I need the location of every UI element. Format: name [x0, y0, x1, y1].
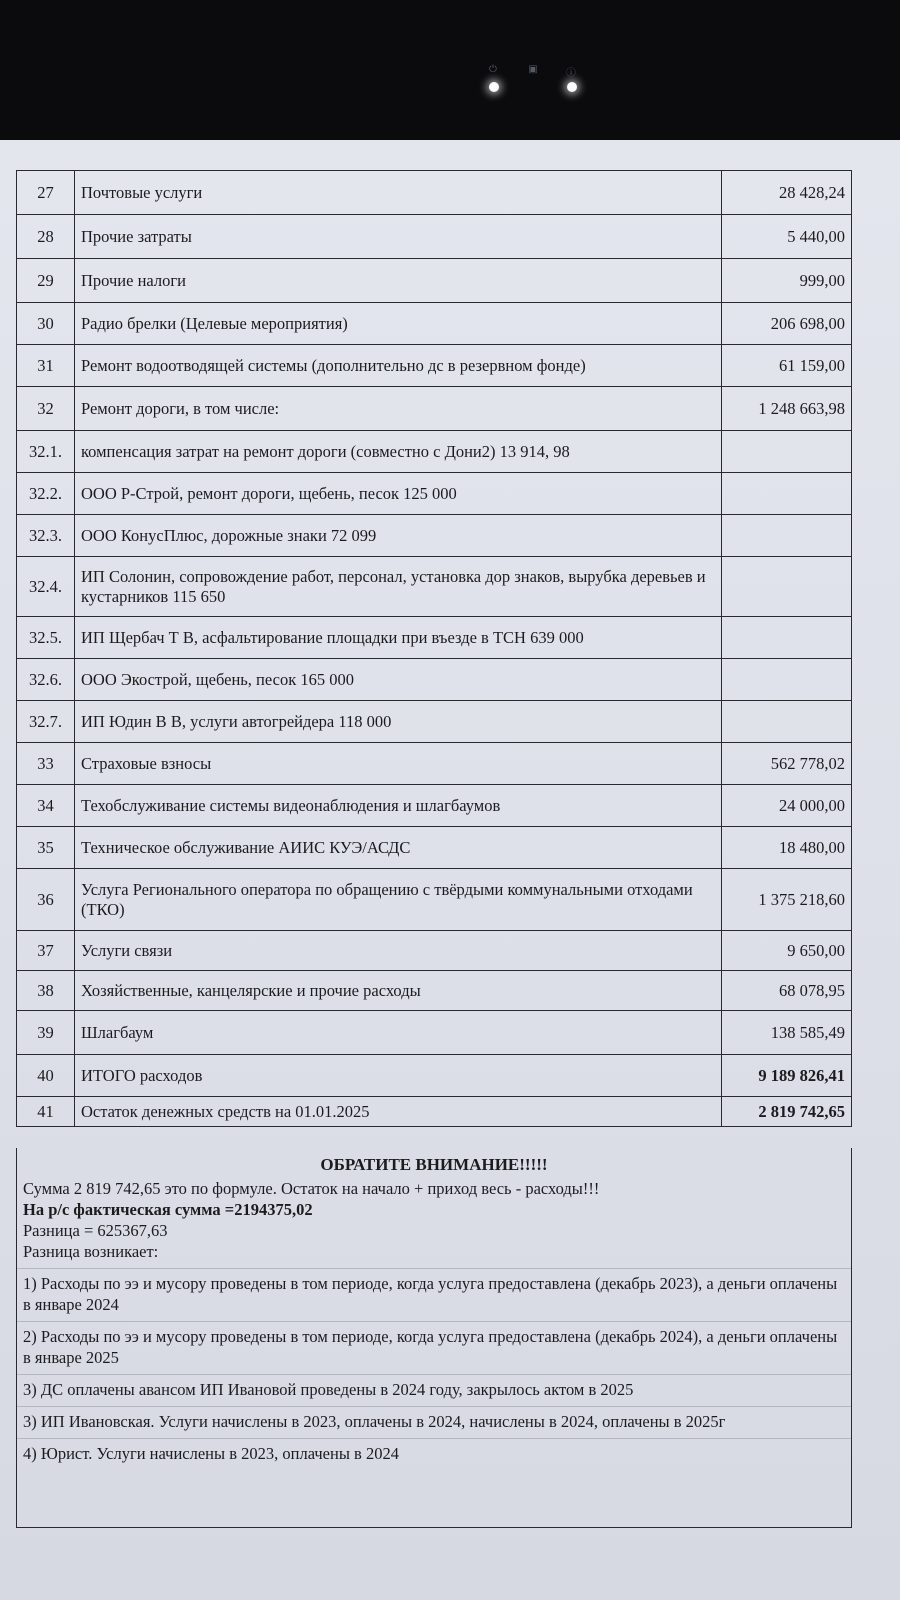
table-row — [17, 931, 852, 971]
row-number: 30 — [17, 303, 75, 345]
row-amount: 9 189 826,41 — [722, 1055, 852, 1097]
table-row — [17, 971, 852, 1011]
row-number: 34 — [17, 785, 75, 827]
power-icon: ⏻ — [489, 64, 497, 75]
table-row — [17, 387, 852, 431]
table-row — [17, 1011, 852, 1055]
row-amount: 18 480,00 — [722, 827, 852, 869]
row-amount: 562 778,02 — [722, 743, 852, 785]
row-description: Страховые взносы — [75, 743, 722, 785]
row-description: ИП Щербач Т В, асфальтирование площадки при въезде в ТСН 639 000 — [75, 617, 722, 659]
row-description: Хозяйственные, канцелярские и прочие расходы — [75, 971, 722, 1011]
row-number: 41 — [17, 1097, 75, 1127]
table-row — [17, 701, 852, 743]
row-amount — [722, 515, 852, 557]
row-amount: 999,00 — [722, 259, 852, 303]
row-description: ООО Р-Строй, ремонт дороги, щебень, песок 125 000 — [75, 473, 722, 515]
status-light-left — [489, 82, 499, 92]
row-amount: 138 585,49 — [722, 1011, 852, 1055]
row-amount: 1 375 218,60 — [722, 869, 852, 931]
row-description: Прочие налоги — [75, 259, 722, 303]
info-icon: ⓘ — [566, 68, 576, 79]
table-row — [17, 303, 852, 345]
row-amount: 68 078,95 — [722, 971, 852, 1011]
table-row — [17, 1055, 852, 1097]
lock-icon: ▣ — [528, 64, 538, 75]
row-number: 33 — [17, 743, 75, 785]
row-description: ООО КонусПлюс, дорожные знаки 72 099 — [75, 515, 722, 557]
row-number: 32.6. — [17, 659, 75, 701]
table-row — [17, 345, 852, 387]
table-row — [17, 259, 852, 303]
row-amount: 61 159,00 — [722, 345, 852, 387]
row-number: 32.4. — [17, 557, 75, 617]
row-description: ИП Юдин В В, услуги автогрейдера 118 000 — [75, 701, 722, 743]
row-amount — [722, 701, 852, 743]
row-number: 38 — [17, 971, 75, 1011]
row-description: ООО Экострой, щебень, песок 165 000 — [75, 659, 722, 701]
notice-line-formula: Сумма 2 819 742,65 это по формуле. Остаток на начало + приход весь - расходы!!! — [23, 1179, 600, 1198]
row-amount: 206 698,00 — [722, 303, 852, 345]
expense-table — [16, 170, 852, 1127]
row-amount — [722, 659, 852, 701]
row-amount — [722, 431, 852, 473]
row-number: 32.7. — [17, 701, 75, 743]
table-row — [17, 171, 852, 215]
row-amount — [722, 557, 852, 617]
table-row — [17, 431, 852, 473]
row-description: Радио брелки (Целевые мероприятия) — [75, 303, 722, 345]
row-description: Техническое обслуживание АИИС КУЭ/АСДС — [75, 827, 722, 869]
row-number: 35 — [17, 827, 75, 869]
row-number: 32.2. — [17, 473, 75, 515]
divider — [17, 1321, 851, 1322]
table-row — [17, 1097, 852, 1127]
document-sheet — [0, 140, 900, 1600]
notice-item-4: 3) ИП Ивановская. Услуги начислены в 2023, оплачены в 2024, начислены в 2024, оплачены в 2025г — [23, 1412, 726, 1431]
status-light-right — [567, 82, 577, 92]
notice-item-3: 3) ДС оплачены авансом ИП Ивановой проведены в 2024 году, закрылось актом в 2025 — [23, 1380, 634, 1399]
notice-block — [16, 1148, 852, 1528]
row-description: Услуга Регионального оператора по обращению с твёрдыми коммунальными отходами (ТКО) — [75, 869, 722, 931]
notice-title: ОБРАТИТЕ ВНИМАНИЕ!!!!! — [320, 1155, 548, 1174]
table-row — [17, 785, 852, 827]
divider — [17, 1406, 851, 1407]
table-row — [17, 473, 852, 515]
row-description: ИП Солонин, сопровождение работ, персонал, установка дор знаков, вырубка деревьев и кустарников 115 650 — [75, 557, 722, 617]
row-description: Техобслуживание системы видеонаблюдения и шлагбаумов — [75, 785, 722, 827]
row-description: Ремонт водоотводящей системы (дополнительно дс в резервном фонде) — [75, 345, 722, 387]
row-description: Почтовые услуги — [75, 171, 722, 215]
row-number: 27 — [17, 171, 75, 215]
row-amount: 28 428,24 — [722, 171, 852, 215]
row-amount — [722, 473, 852, 515]
row-description: компенсация затрат на ремонт дороги (совместно с Дони2) 13 914, 98 — [75, 431, 722, 473]
row-description: Шлагбаум — [75, 1011, 722, 1055]
table-row — [17, 659, 852, 701]
divider — [17, 1268, 851, 1269]
row-description: Остаток денежных средств на 01.01.2025 — [75, 1097, 722, 1127]
divider — [17, 1438, 851, 1439]
row-description: Ремонт дороги, в том числе: — [75, 387, 722, 431]
table-row — [17, 743, 852, 785]
notice-item-1: 1) Расходы по ээ и мусору проведены в том периоде, когда услуга предоставлена (декабрь 2023), а деньги оплачены в январе 2024 — [23, 1274, 838, 1314]
row-amount: 24 000,00 — [722, 785, 852, 827]
divider — [17, 1374, 851, 1375]
row-number: 32 — [17, 387, 75, 431]
row-number: 32.3. — [17, 515, 75, 557]
row-amount: 5 440,00 — [722, 215, 852, 259]
table-row — [17, 617, 852, 659]
table-row — [17, 215, 852, 259]
row-amount: 9 650,00 — [722, 931, 852, 971]
notice-line-reason-header: Разница возникает: — [23, 1242, 159, 1261]
row-number: 32.5. — [17, 617, 75, 659]
notice-line-difference: Разница = 625367,63 — [23, 1221, 168, 1240]
table-row — [17, 827, 852, 869]
expense-table-body — [17, 171, 852, 1127]
table-row — [17, 869, 852, 931]
notice-item-5: 4) Юрист. Услуги начислены в 2023, оплачены в 2024 — [23, 1444, 399, 1463]
row-number: 32.1. — [17, 431, 75, 473]
row-number: 39 — [17, 1011, 75, 1055]
row-description: Услуги связи — [75, 931, 722, 971]
table-row — [17, 515, 852, 557]
row-number: 37 — [17, 931, 75, 971]
row-number: 36 — [17, 869, 75, 931]
row-amount — [722, 617, 852, 659]
notice-item-2: 2) Расходы по ээ и мусору проведены в том периоде, когда услуга предоставлена (декабрь 2024), а деньги оплачены в январе 2025 — [23, 1327, 838, 1367]
row-amount: 1 248 663,98 — [722, 387, 852, 431]
row-amount: 2 819 742,65 — [722, 1097, 852, 1127]
row-number: 28 — [17, 215, 75, 259]
row-number: 40 — [17, 1055, 75, 1097]
row-number: 29 — [17, 259, 75, 303]
table-row — [17, 557, 852, 617]
row-description: ИТОГО расходов — [75, 1055, 722, 1097]
row-description: Прочие затраты — [75, 215, 722, 259]
notice-line-actual: На р/с фактическая сумма =2194375,02 — [23, 1200, 313, 1219]
row-number: 31 — [17, 345, 75, 387]
